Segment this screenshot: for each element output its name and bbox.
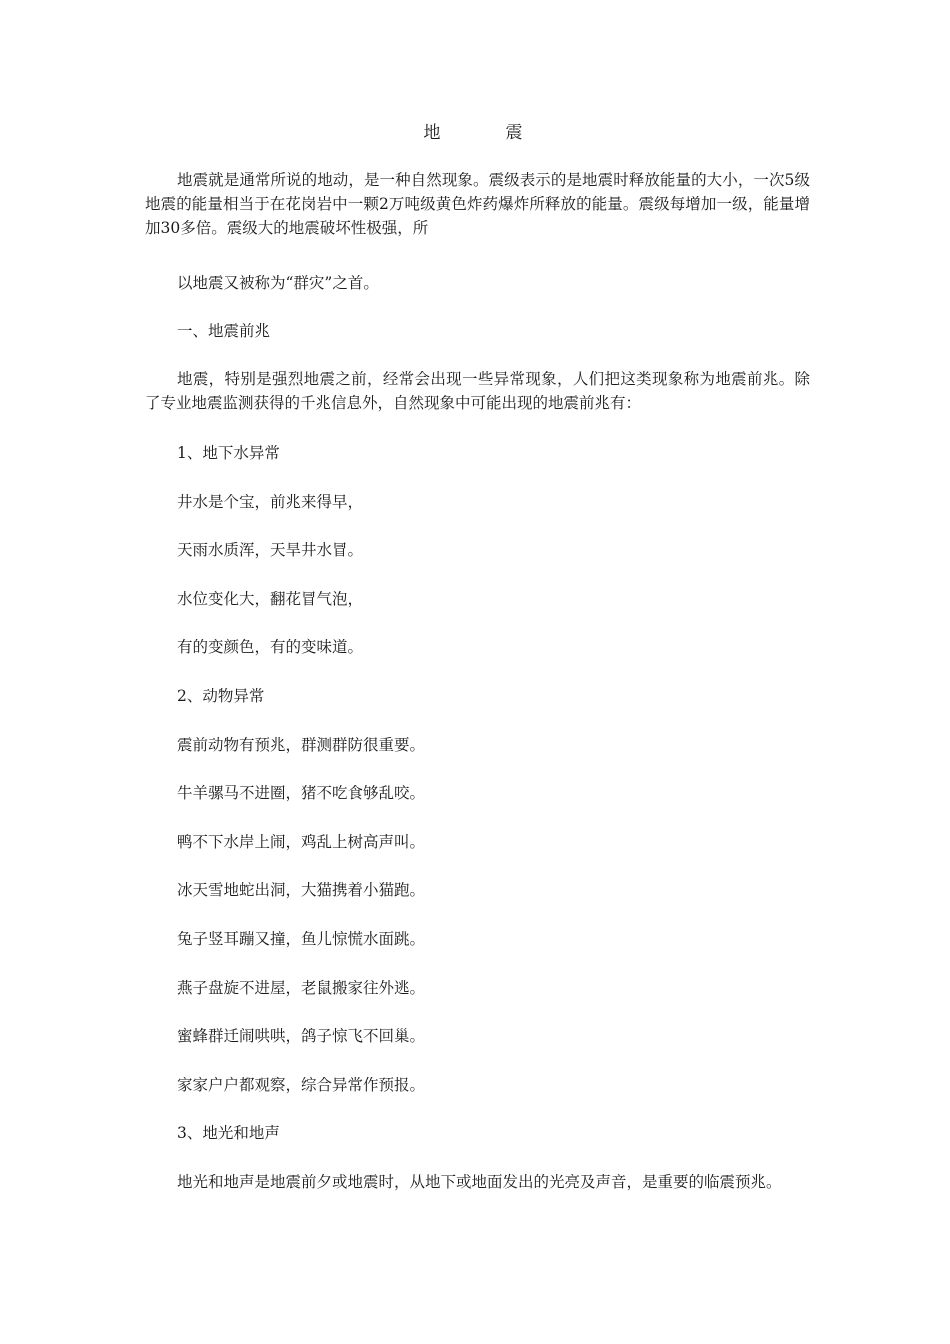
animal-line: 牛羊骡马不进圈，猪不吃食够乱咬。 <box>177 784 426 802</box>
groundwater-line: 天雨水质浑，天旱井水冒。 <box>177 541 364 559</box>
subheading-groundwater: 1、地下水异常 <box>177 444 280 462</box>
animal-line: 震前动物有预兆，群测群防很重要。 <box>177 736 426 754</box>
groundwater-line: 水位变化大，翻花冒气泡， <box>177 590 364 608</box>
light-sound-text: 地光和地声是地震前夕或地震时，从地下或地面发出的光亮及声音，是重要的临震预兆。 <box>177 1173 782 1191</box>
animal-line: 家家户户都观察，综合异常作预报。 <box>177 1076 426 1094</box>
subheading-animals: 2、动物异常 <box>177 687 265 705</box>
intro-paragraph <box>145 168 810 240</box>
section-heading-precursors: 一、地震前兆 <box>177 322 271 340</box>
document-title: 地 震 <box>423 123 547 143</box>
animal-line: 燕子盘旋不进屋，老鼠搬家往外逃。 <box>177 979 426 997</box>
intro-text: 地震就是通常所说的地动，是一种自然现象。震级表示的是地震时释放能量的大小，一次5级地震的能量相当于在花岗岩中一颗2万吨级黄色炸药爆炸所释放的能量。震级每增加一级，能量增加30多倍。震级大的地震破坏性极强，所 <box>145 171 810 237</box>
groundwater-line: 有的变颜色，有的变味道。 <box>177 638 364 656</box>
precursors-paragraph <box>145 367 810 415</box>
subheading-light-sound: 3、地光和地声 <box>177 1124 280 1142</box>
animal-line: 兔子竖耳蹦又撞，鱼儿惊慌水面跳。 <box>177 930 426 948</box>
animal-line: 蜜蜂群迁闹哄哄，鸽子惊飞不回巢。 <box>177 1027 426 1045</box>
animal-line: 鸭不下水岸上闹，鸡乱上树高声叫。 <box>177 833 426 851</box>
precursors-text: 地震，特别是强烈地震之前，经常会出现一些异常现象，人们把这类现象称为地震前兆。除了专业地震监测获得的千兆信息外，自然现象中可能出现的地震前兆有： <box>145 370 810 412</box>
animal-line: 冰天雪地蛇出洞，大猫携着小猫跑。 <box>177 881 426 899</box>
intro-continuation: 以地震又被称为“群灾”之首。 <box>177 274 379 292</box>
groundwater-line: 井水是个宝，前兆来得早， <box>177 493 364 511</box>
